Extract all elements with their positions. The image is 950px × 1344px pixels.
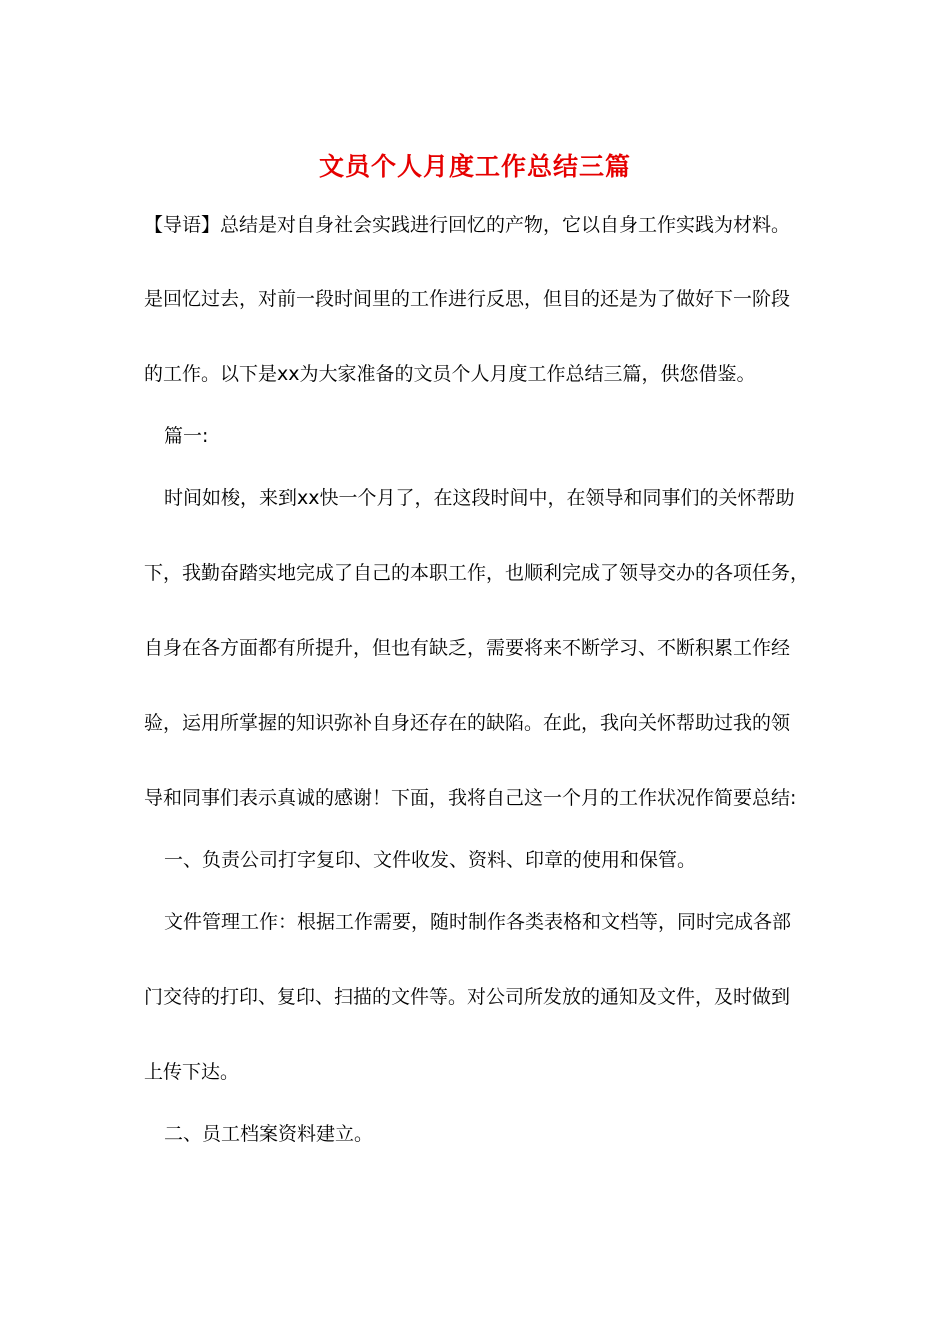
section-heading-1: 篇一:: [164, 425, 209, 447]
document-title: 文员个人月度工作总结三篇: [318, 152, 631, 181]
paragraph-line: 导和同事们表示真诚的感谢！下面，我将自己这一个月的工作状况作简要总结:: [144, 787, 797, 809]
paragraph-line: 时间如梭，来到xx快一个月了，在这段时间中，在领导和同事们的关怀帮助: [164, 487, 795, 509]
list-item-2: 二、员工档案资料建立。: [164, 1123, 374, 1145]
paragraph-line: 自身在各方面都有所提升，但也有缺乏，需要将来不断学习、不断积累工作经: [144, 637, 791, 659]
intro-line-1: 【导语】总结是对自身社会实践进行回忆的产物，它以自身工作实践为材料。: [144, 214, 791, 236]
intro-line-2: 是回忆过去，对前一段时间里的工作进行反思，但目的还是为了做好下一阶段: [144, 288, 791, 310]
paragraph-line: 下，我勤奋踏实地完成了自己的本职工作，也顺利完成了领导交办的各项任务，: [144, 562, 810, 584]
paragraph-line: 上传下达。: [144, 1061, 240, 1083]
intro-line-3: 的工作。以下是xx为大家准备的文员个人月度工作总结三篇，供您借鉴。: [144, 363, 756, 385]
paragraph-line: 文件管理工作：根据工作需要，随时制作各类表格和文档等，同时完成各部: [164, 911, 792, 933]
list-item-1: 一、负责公司打字复印、文件收发、资料、印章的使用和保管。: [164, 849, 697, 871]
paragraph-line: 验，运用所掌握的知识弥补自身还存在的缺陷。在此，我向关怀帮助过我的领: [144, 712, 791, 734]
paragraph-line: 门交待的打印、复印、扫描的文件等。对公司所发放的通知及文件，及时做到: [144, 986, 791, 1008]
